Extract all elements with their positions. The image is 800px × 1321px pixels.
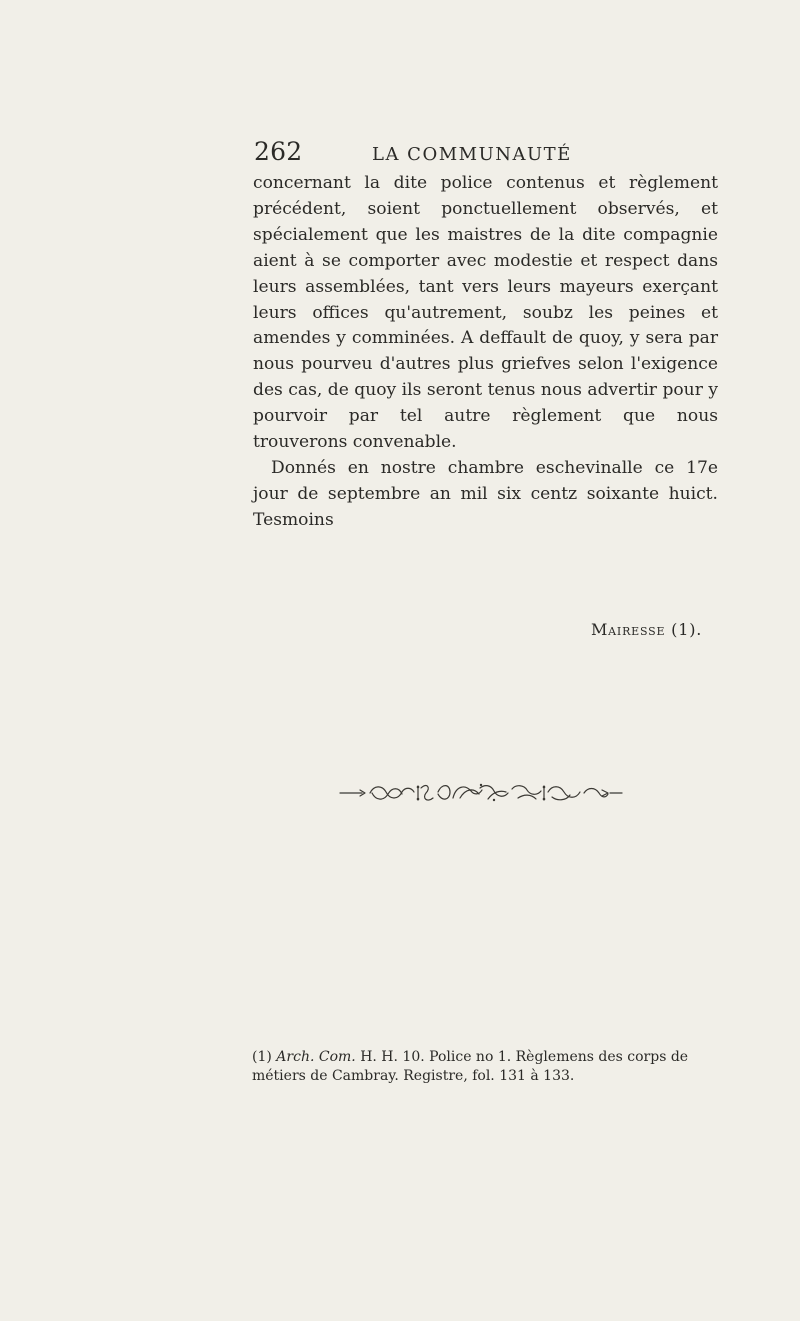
paragraph-2: Donnés en nostre chambre eschevinalle ce 17e jour de septembre an mil six centz soixante huict. Tesmoins: [253, 457, 718, 530]
footnote-marker: (1): [252, 1049, 272, 1065]
footnote: [252, 1048, 722, 1086]
paragraph-1: concernant la dite police contenus et règlement précédent, soient ponctuellement observés, et spécialement que les maistres de la dite compagnie aient à se comporter avec modestie et respect dans leurs assemblées, tant vers leurs mayeurs exerçant leurs offices qu'autrement, soubz les peines et amendes y comminées. A deffault de quoy, y sera par nous pourveu d'autres plus griefves selon l'exigence des cas, de quoy ils seront tenus nous advertir pour y pourvoir par tel autre règlement que nous trouverons convenable.: [253, 173, 718, 453]
fleuron-ornament: [338, 780, 624, 806]
running-head: LA COMMUNAUTÉ: [372, 144, 572, 165]
body-text: [253, 171, 718, 534]
footnote-text: H. H. 10. Police no 1. Règlemens des corps de métiers de Cambray. Registre, fol. 131 à 133.: [252, 1049, 689, 1084]
footnote-source: Arch. Com.: [276, 1049, 356, 1065]
page-number: 262: [254, 137, 303, 166]
signature: Mairesse (1).: [591, 620, 703, 639]
